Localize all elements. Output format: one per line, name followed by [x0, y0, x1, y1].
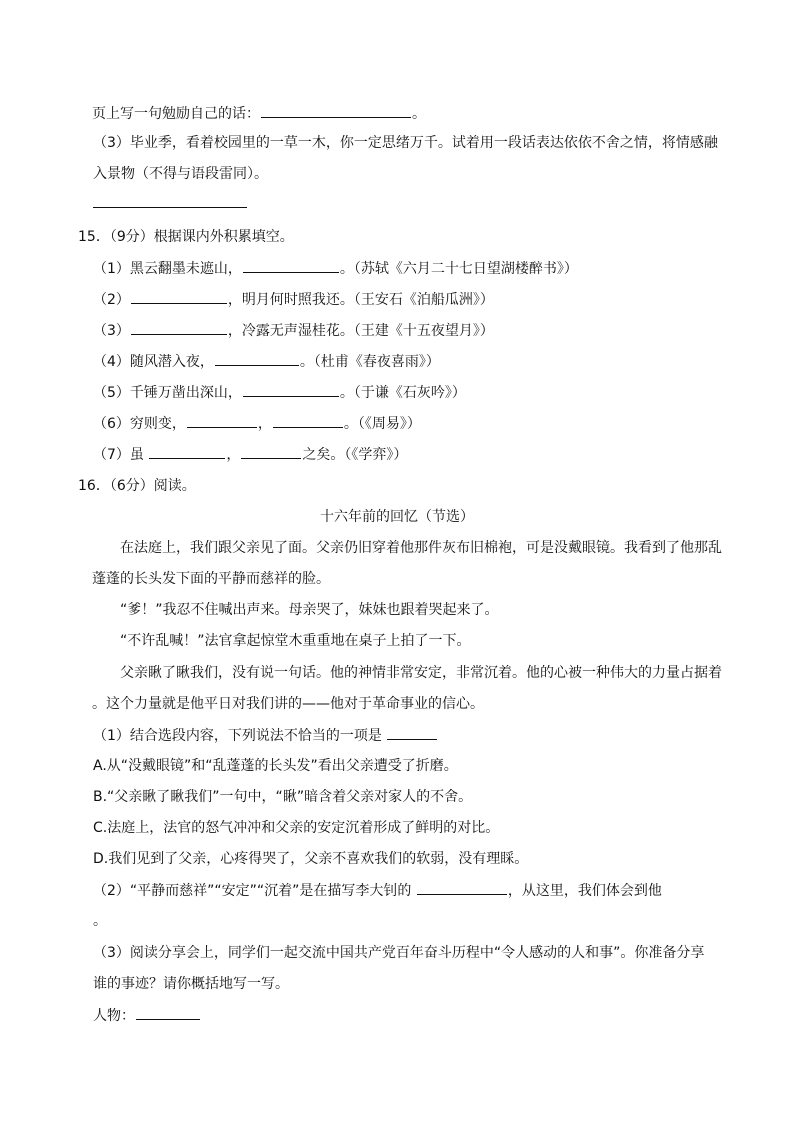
q15-item-2: [93, 289, 494, 310]
sub-question-3-line2: 谁的事迹？请你概括地写一写。: [93, 976, 289, 992]
sub-question-1: [93, 725, 438, 746]
option-a: A.从“没戴眼镜”和“乱蓬蓬的长头发”看出父亲遭受了折磨。: [93, 758, 458, 774]
person-label: 人物：: [93, 1008, 135, 1024]
q15-6-comma: ，: [257, 416, 272, 432]
q15-1-source: 。（苏轼《六月二十七日望湖楼醉书》）: [339, 261, 578, 277]
passage-p3: “不许乱喊！”法官拿起惊堂木重重地在桌子上拍了一下。: [120, 633, 471, 649]
sub-question-3-line1: （3）阅读分享会上，同学们一起交流中国共产党百年奋斗历程中“令人感动的人和事”。你准备分享: [93, 945, 705, 961]
q15-2-text: ，明月何时照我还。（王安石《泊船瓜洲》）: [227, 292, 494, 308]
q15-7-comma: ，: [226, 447, 241, 463]
q15-2-num: （2）: [93, 292, 130, 308]
q14-3-line1: （3）毕业季，看着校园里的一草一木，你一定思绪万千。试着用一段话表达依依不舍之情，将情感融: [93, 135, 718, 151]
q15-7-blank-1[interactable]: [149, 444, 225, 459]
passage-p4-line1: 父亲瞅了瞅我们，没有说一句话。他的神情非常安定，非常沉着。他的心被一种伟大的力量占据着: [120, 665, 722, 681]
q15-5-source: 。（于谦《石灰吟》）: [339, 385, 466, 401]
passage-p4-line2: 。这个力量就是他平日对我们讲的——他对于革命事业的信心。: [92, 696, 484, 712]
q15-5-text: （5）千锤万凿出深山，: [93, 385, 242, 401]
person-field: [93, 1005, 201, 1026]
passage-title: 十六年前的回忆（节选）: [320, 509, 474, 525]
q15-5-blank[interactable]: [243, 382, 339, 397]
sub-question-2-line1: [93, 880, 662, 901]
motto-prompt: 页上写一句勉励自己的话：: [92, 106, 260, 122]
sub-question-1-blank[interactable]: [387, 725, 437, 740]
q15-4-blank[interactable]: [215, 351, 299, 366]
option-c: C.法庭上，法官的怒气冲冲和父亲的安定沉着形成了鲜明的对比。: [93, 820, 500, 836]
line-motto: [92, 103, 426, 124]
q15-7-blank-2[interactable]: [241, 444, 301, 459]
q15-2-blank[interactable]: [131, 289, 227, 304]
passage-p2: “爹！”我忍不住喊出声来。母亲哭了，妹妹也跟着哭起来了。: [120, 602, 499, 618]
q15-6-blank-1[interactable]: [187, 413, 257, 428]
sub-question-2-blank[interactable]: [417, 880, 507, 895]
q15-item-7: [93, 444, 407, 465]
q15-6-text: （6）穷则变，: [93, 416, 186, 432]
q15-item-3: [93, 320, 494, 341]
motto-answer-blank[interactable]: [261, 103, 411, 118]
sub-question-2-text: （2）“平静而慈祥”“安定”“沉着”是在描写李大钊的: [93, 883, 412, 899]
q15-1-blank[interactable]: [243, 258, 339, 273]
q15-3-text: ，冷露无声湿桂花。（王建《十五夜望月》）: [227, 323, 494, 339]
passage-p1-line2: 蓬蓬的长头发下面的平静而慈祥的脸。: [92, 571, 330, 587]
q15-item-5: [93, 382, 466, 403]
sub-question-2-line2: 。: [93, 913, 107, 929]
person-blank[interactable]: [136, 1005, 200, 1020]
q15-item-1: [93, 258, 578, 279]
sub-question-1-text: （1）结合选段内容，下列说法不恰当的一项是: [93, 728, 382, 744]
q15-3-blank[interactable]: [131, 320, 227, 335]
q15-4-source: 。（杜甫《春夜喜雨》）: [299, 354, 440, 370]
q15-1-text: （1）黑云翻墨未遮山，: [93, 261, 242, 277]
sub-question-2-text-cont: ，从这里，我们体会到他: [507, 883, 662, 899]
q15-heading: 15．（9分）根据课内外积累填空。: [78, 229, 294, 245]
q15-4-text: （4）随风潜入夜，: [93, 354, 214, 370]
option-b: B.“父亲瞅了瞅我们”一句中，“瞅”暗含着父亲对家人的不舍。: [93, 789, 473, 805]
q15-6-source: 。（《周易》）: [343, 416, 421, 432]
q15-7-text: （7）虽: [93, 447, 144, 463]
q15-7-source: 之矣。（《学弈》）: [302, 447, 408, 463]
q14-3-answer-line[interactable]: [93, 207, 247, 208]
q16-heading: 16．（6分）阅读。: [78, 478, 196, 494]
motto-end: 。: [412, 106, 426, 122]
q15-6-blank-2[interactable]: [273, 413, 343, 428]
q15-item-4: [93, 351, 440, 372]
passage-p1-line1: 在法庭上，我们跟父亲见了面。父亲仍旧穿着他那件灰布旧棉袍，可是没戴眼镜。我看到了他那乱: [120, 540, 722, 556]
q15-3-num: （3）: [93, 323, 130, 339]
option-d: D.我们见到了父亲，心疼得哭了，父亲不喜欢我们的软弱，没有理睬。: [93, 851, 529, 867]
q15-item-6: [93, 413, 421, 434]
q14-3-line2: 入景物（不得与语段雷同）。: [93, 166, 268, 182]
